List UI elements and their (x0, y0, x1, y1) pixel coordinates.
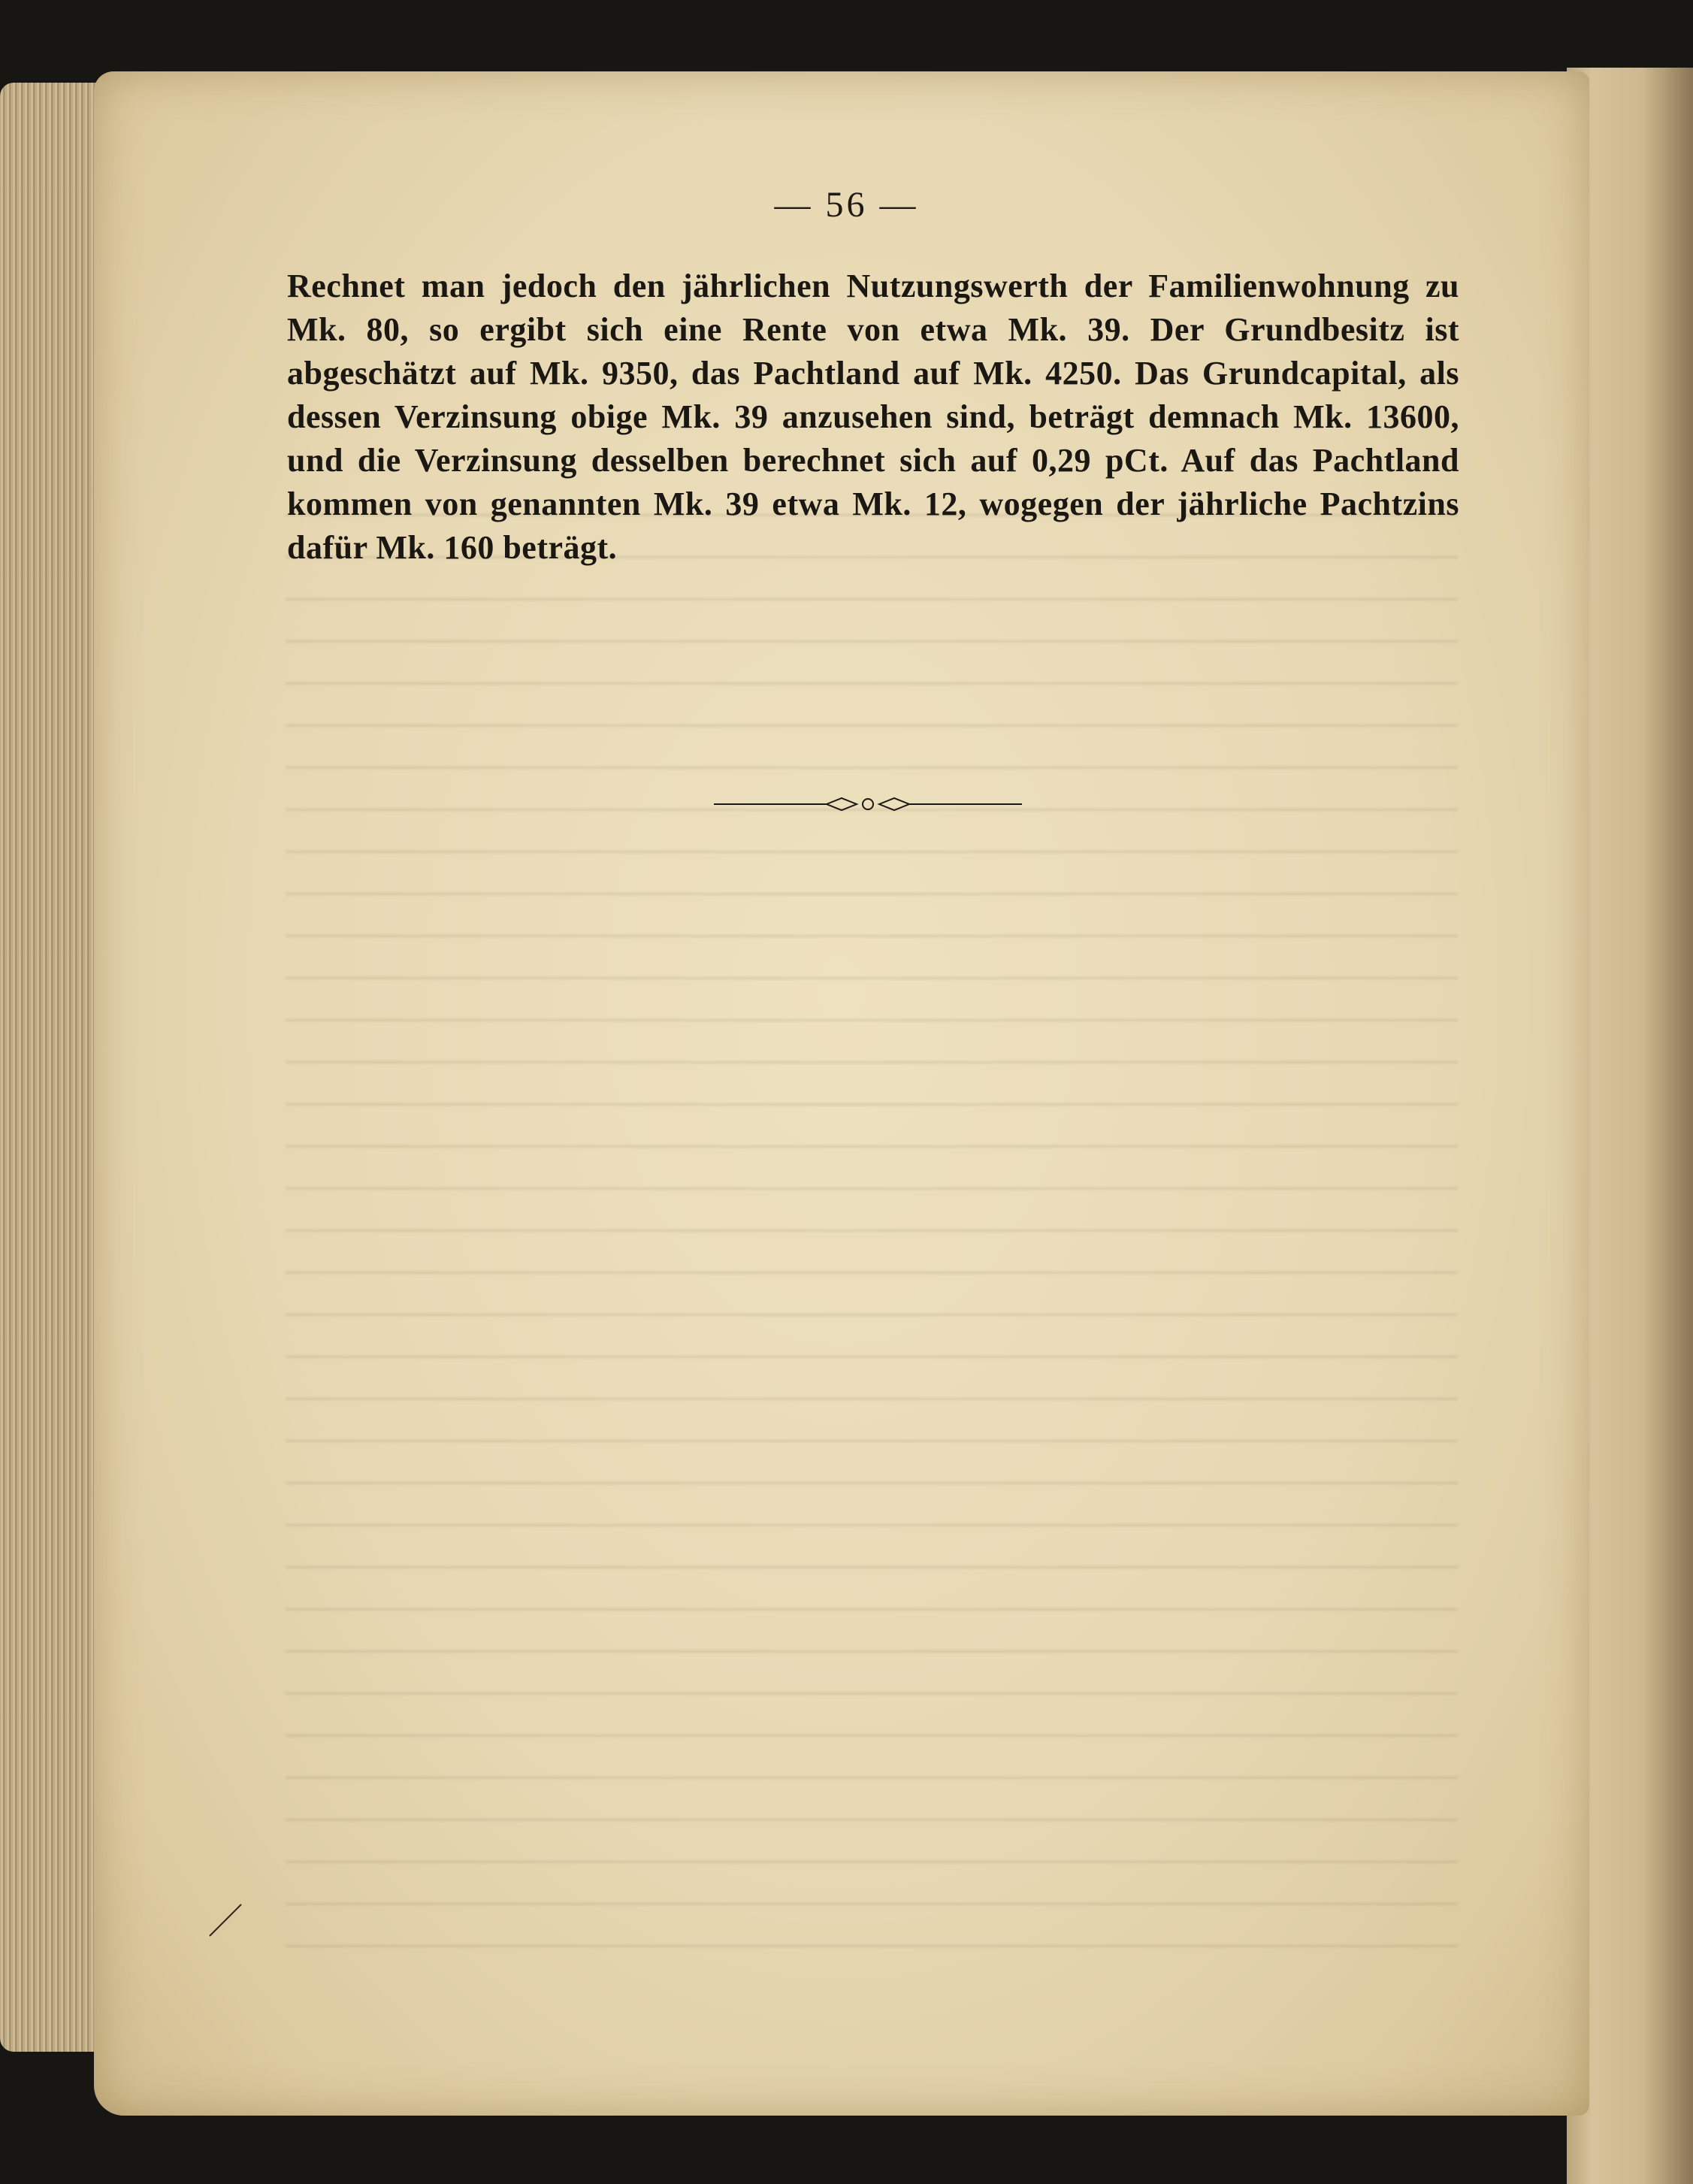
paragraph-text: Rechnet man jedoch den jährlichen Nutzungswerth der Familienwohnung zu Mk. 80, so ergibt sich eine Rente von etwa Mk. 39. Der Grundbesitz ist abgeschätzt auf Mk. 9350, das Pachtland auf Mk. 4250. Das Grundcapital, als dessen Verzinsung obige Mk. 39 anzusehen sind, beträgt demnach Mk. 13600, und die Verzinsung desselben berechnet sich auf 0,29 pCt. Auf das Pachtland kommen von genannten Mk. 39 etwa Mk. 12, wogegen der jährliche Pachtzins dafür Mk. 160 beträgt. (287, 268, 1459, 566)
pencil-mark-icon (207, 1901, 244, 1939)
ornament-divider (714, 795, 1022, 813)
page-number: — 56 — (774, 185, 919, 225)
bleed-through-text (286, 489, 1458, 1962)
